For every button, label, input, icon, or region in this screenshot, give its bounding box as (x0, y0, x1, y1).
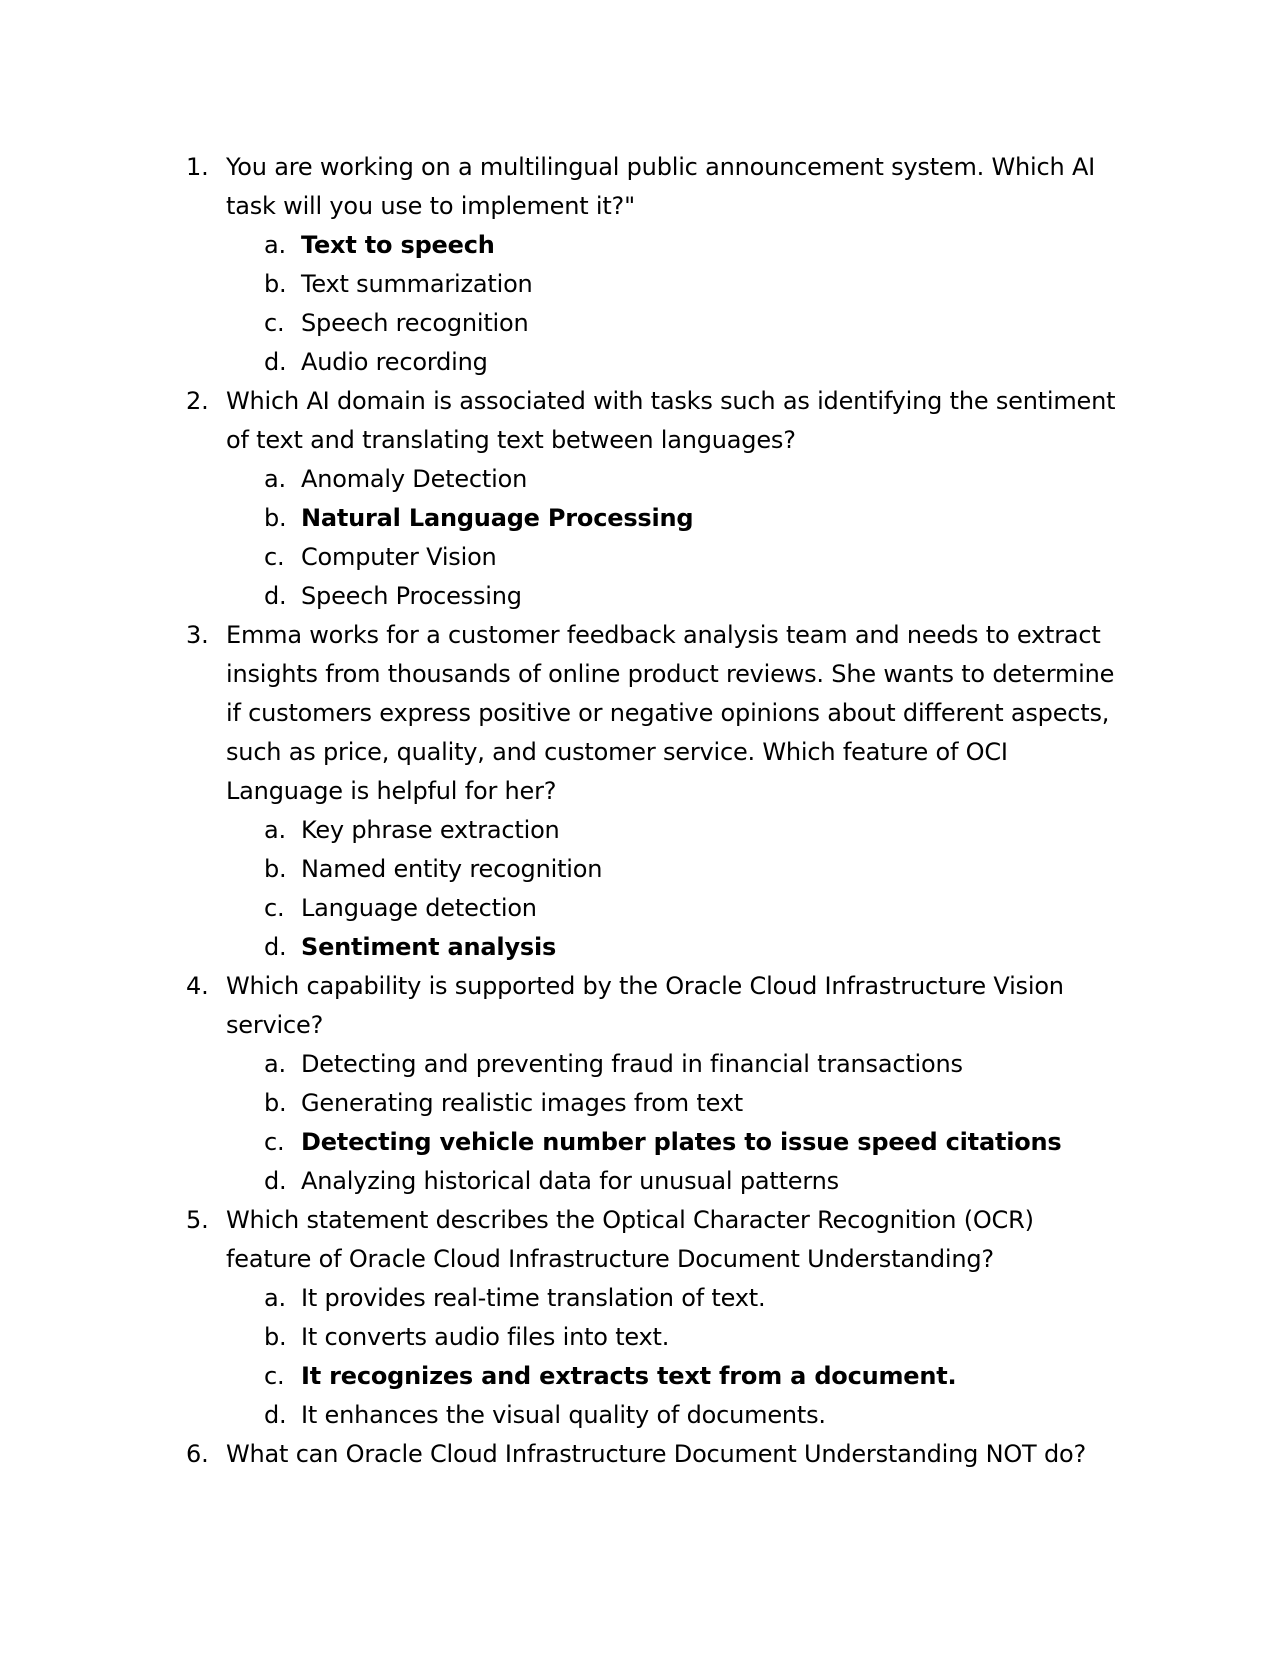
question-text: Which statement describes the Optical Character Recognition (OCR) feature of Oracle Cloud Infrastructure Document Understanding? (226, 1206, 1034, 1273)
option-letter: d. (264, 348, 287, 376)
option-letter: c. (264, 1128, 285, 1156)
option-letter: a. (264, 1050, 286, 1078)
option-text: Text summarization (301, 270, 533, 298)
question-list (186, 148, 1116, 1474)
question-text: Which AI domain is associated with tasks such as identifying the sentiment of text and translating text between languages? (226, 387, 1116, 454)
option-letter: b. (264, 1089, 287, 1117)
option-c (226, 304, 1116, 343)
option-letter: a. (264, 1284, 286, 1312)
option-letter: d. (264, 933, 287, 961)
option-b (226, 1318, 1116, 1357)
option-letter: c. (264, 1362, 285, 1390)
option-text: Language detection (301, 894, 537, 922)
option-text: Natural Language Processing (301, 504, 694, 532)
option-text: Named entity recognition (301, 855, 603, 883)
option-letter: d. (264, 1401, 287, 1429)
option-list (226, 1045, 1116, 1201)
option-list (226, 460, 1116, 616)
option-c (226, 538, 1116, 577)
option-text: Key phrase extraction (301, 816, 560, 844)
option-text: Anomaly Detection (301, 465, 528, 493)
option-letter: c. (264, 894, 285, 922)
option-text: Speech Processing (301, 582, 522, 610)
question-number: 4. (186, 972, 209, 1000)
option-b (226, 265, 1116, 304)
option-a (226, 1279, 1116, 1318)
option-a (226, 1045, 1116, 1084)
option-a (226, 460, 1116, 499)
option-text: Generating realistic images from text (301, 1089, 743, 1117)
option-a (226, 811, 1116, 850)
option-d (226, 1396, 1116, 1435)
question-number: 2. (186, 387, 209, 415)
question-number: 5. (186, 1206, 209, 1234)
question-6 (186, 1435, 1116, 1474)
option-letter: b. (264, 270, 287, 298)
option-text: Sentiment analysis (301, 933, 557, 961)
option-text: Speech recognition (301, 309, 529, 337)
question-text: Which capability is supported by the Oracle Cloud Infrastructure Vision service? (226, 972, 1064, 1039)
question-number: 6. (186, 1440, 209, 1468)
option-d (226, 928, 1116, 967)
option-d (226, 343, 1116, 382)
option-text: Detecting and preventing fraud in financial transactions (301, 1050, 963, 1078)
question-number: 1. (186, 153, 209, 181)
question-text: Emma works for a customer feedback analysis team and needs to extract insights from thousands of online product reviews. She wants to determine if customers express positive or negative opinions about different aspects, such as price, quality, and customer service. Which feature of OCI Language is helpful for her? (226, 621, 1115, 805)
option-letter: c. (264, 543, 285, 571)
option-d (226, 1162, 1116, 1201)
option-letter: b. (264, 504, 287, 532)
option-text: Audio recording (301, 348, 488, 376)
option-d (226, 577, 1116, 616)
question-3 (186, 616, 1116, 967)
option-c (226, 889, 1116, 928)
option-list (226, 1279, 1116, 1435)
option-b (226, 850, 1116, 889)
question-1 (186, 148, 1116, 382)
option-c (226, 1123, 1116, 1162)
option-text: It enhances the visual quality of documents. (301, 1401, 826, 1429)
option-letter: b. (264, 1323, 287, 1351)
option-text: It converts audio files into text. (301, 1323, 670, 1351)
question-2 (186, 382, 1116, 616)
option-list (226, 226, 1116, 382)
option-list (226, 811, 1116, 967)
option-text: It provides real-time translation of text. (301, 1284, 766, 1312)
question-text: You are working on a multilingual public announcement system. Which AI task will you use to implement it?" (226, 153, 1096, 220)
option-text: Text to speech (301, 231, 495, 259)
option-letter: d. (264, 582, 287, 610)
option-b (226, 499, 1116, 538)
option-text: It recognizes and extracts text from a document. (301, 1362, 957, 1390)
option-letter: a. (264, 231, 286, 259)
option-letter: d. (264, 1167, 287, 1195)
option-letter: c. (264, 309, 285, 337)
question-4 (186, 967, 1116, 1201)
option-letter: a. (264, 465, 286, 493)
option-letter: b. (264, 855, 287, 883)
option-text: Detecting vehicle number plates to issue speed citations (301, 1128, 1062, 1156)
option-text: Analyzing historical data for unusual patterns (301, 1167, 839, 1195)
option-text: Computer Vision (301, 543, 497, 571)
question-number: 3. (186, 621, 209, 649)
option-letter: a. (264, 816, 286, 844)
option-b (226, 1084, 1116, 1123)
option-a (226, 226, 1116, 265)
question-text: What can Oracle Cloud Infrastructure Document Understanding NOT do? (226, 1440, 1086, 1468)
option-c (226, 1357, 1116, 1396)
question-5 (186, 1201, 1116, 1435)
